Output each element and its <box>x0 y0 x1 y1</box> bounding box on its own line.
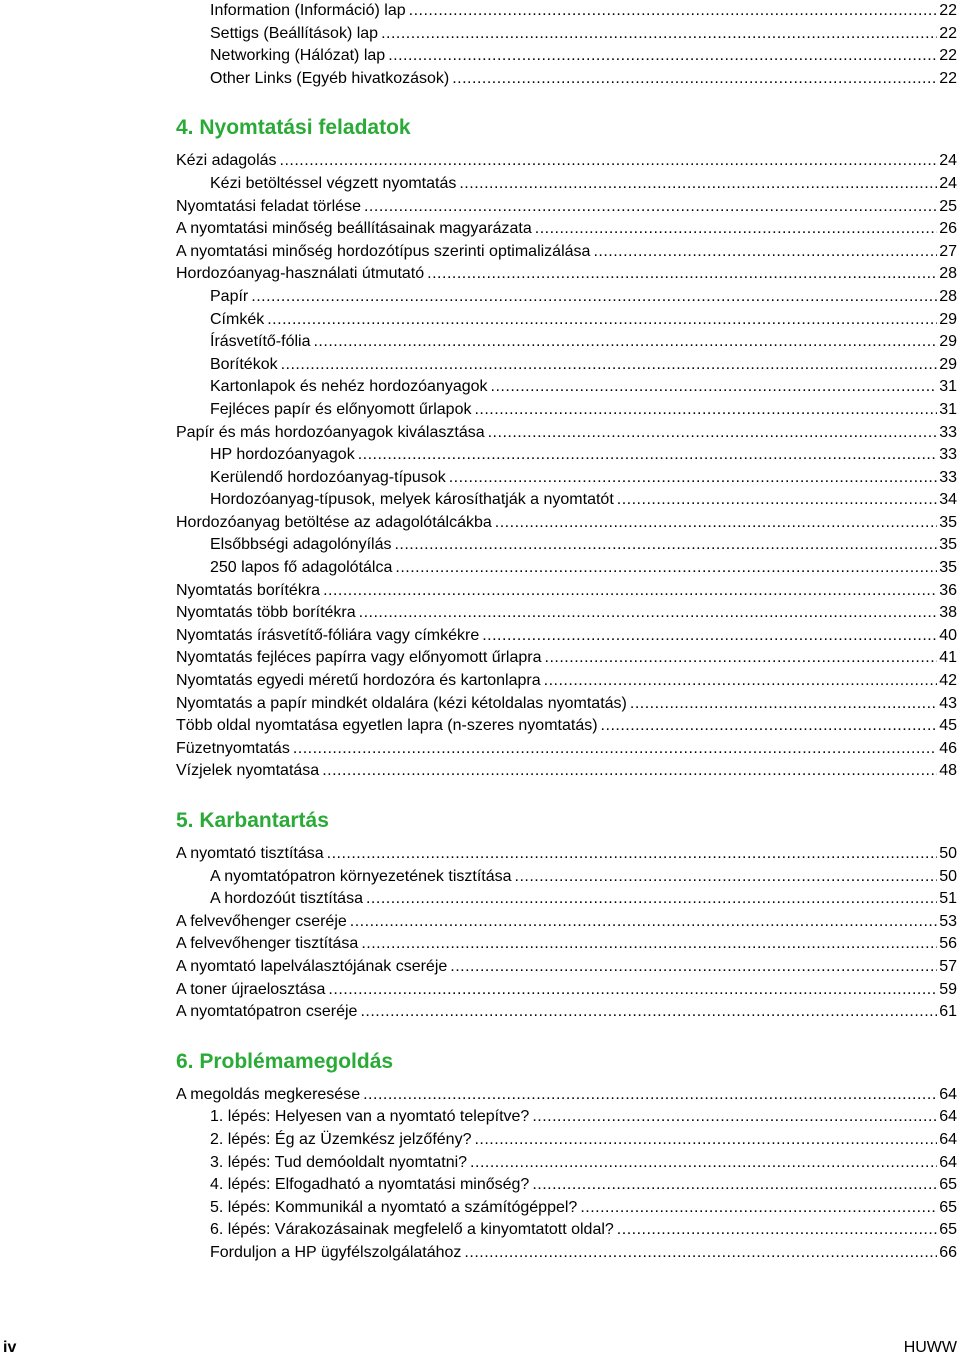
toc-entry-page: 45 <box>939 717 957 735</box>
toc-entry-title: Címkék <box>210 310 265 328</box>
toc-entry-page: 64 <box>939 1108 957 1126</box>
toc-entry-page: 35 <box>939 559 957 577</box>
toc-entry-title: Settigs (Beállítások) lap <box>210 24 379 42</box>
toc-entry-page: 26 <box>939 220 957 238</box>
toc-entry-page: 64 <box>939 1085 957 1103</box>
toc-entry-title: A nyomtatópatron környezetének tisztítása <box>210 867 512 885</box>
toc-entry-page: 66 <box>939 1243 957 1261</box>
toc-entry[interactable] <box>176 1242 957 1265</box>
dot-leader <box>593 241 937 264</box>
dot-leader <box>427 263 937 286</box>
toc-entry-title: Elsőbbségi adagolónyílás <box>210 536 392 554</box>
toc-entry-page: 48 <box>939 762 957 780</box>
toc-entry[interactable] <box>176 309 957 332</box>
toc-entry-title: A felvevőhenger cseréje <box>176 912 347 930</box>
toc-entry-title: A felvevőhenger tisztítása <box>176 935 359 953</box>
toc-entry-page: 41 <box>939 649 957 667</box>
toc-entry[interactable] <box>176 467 957 490</box>
toc-entry[interactable] <box>176 1197 957 1220</box>
toc-entry-page: 53 <box>939 912 957 930</box>
toc-entry-page: 34 <box>939 491 957 509</box>
toc-entry[interactable] <box>176 354 957 377</box>
toc-entry[interactable] <box>176 534 957 557</box>
toc-entry-title: Information (Információ) lap <box>210 2 406 19</box>
toc-entry-title: Other Links (Egyéb hivatkozások) <box>210 69 450 87</box>
toc-entry[interactable] <box>176 602 957 625</box>
dot-leader <box>630 693 937 716</box>
toc-entry-page: 56 <box>939 935 957 953</box>
toc-entry-page: 31 <box>939 378 957 396</box>
toc-entry[interactable] <box>176 376 957 399</box>
toc-entry-page: 24 <box>939 174 957 192</box>
toc-entry-title: Papír és más hordozóanyagok kiválasztása <box>176 423 485 441</box>
toc-entry[interactable] <box>176 738 957 761</box>
toc-entry-page: 61 <box>939 1003 957 1021</box>
toc-entry-title: Papír <box>210 287 249 305</box>
toc-entry-title: Nyomtatás a papír mindkét oldalára (kézi kétoldalas nyomtatás) <box>176 694 627 712</box>
toc-entry[interactable] <box>176 979 957 1002</box>
footer-page-number: iv <box>3 1339 17 1356</box>
toc-chapter <box>176 808 957 1024</box>
toc-entry[interactable] <box>176 1174 957 1197</box>
toc-entry-title: A nyomtató lapelválasztójának cseréje <box>176 957 448 975</box>
toc-entry[interactable] <box>176 150 957 173</box>
dot-leader <box>322 760 937 783</box>
dot-leader <box>381 23 937 46</box>
toc-entry-title: Kartonlapok és nehéz hordozóanyagok <box>210 378 488 396</box>
toc-entry-title: Networking (Hálózat) lap <box>210 47 386 65</box>
dot-leader <box>491 376 938 399</box>
toc-entry[interactable] <box>176 911 957 934</box>
dot-leader <box>450 956 937 979</box>
toc-entry-title: A hordozóút tisztítása <box>210 890 363 908</box>
toc-entry-title: Vízjelek nyomtatása <box>176 762 320 780</box>
toc-entry-title: Borítékok <box>210 355 278 373</box>
toc-entry-title: Hordozóanyag betöltése az adagolótálcákba <box>176 513 492 531</box>
toc-entry[interactable] <box>176 45 957 68</box>
dot-leader <box>545 647 938 670</box>
dot-leader <box>409 0 938 23</box>
toc-entry[interactable] <box>176 1084 957 1107</box>
dot-leader <box>474 399 937 422</box>
toc-entry-title: Fejléces papír és előnyomott űrlapok <box>210 400 472 418</box>
toc-entry[interactable] <box>176 1106 957 1129</box>
toc-entry[interactable] <box>176 557 957 580</box>
toc-entry-page: 31 <box>939 400 957 418</box>
toc-entry-page: 57 <box>939 957 957 975</box>
toc-entry-title: A nyomtatópatron cseréje <box>176 1003 358 1021</box>
dot-leader <box>464 1242 937 1265</box>
toc-entry-page: 33 <box>939 423 957 441</box>
chapter-heading[interactable]: 5. Karbantartás <box>176 809 329 832</box>
toc-entry[interactable] <box>176 866 957 889</box>
toc-entry-page: 42 <box>939 672 957 690</box>
toc-entry-page: 24 <box>939 152 957 170</box>
toc-entry-page: 40 <box>939 626 957 644</box>
toc-entry-title: 4. lépés: Elfogadható a nyomtatási minőség? <box>210 1176 530 1194</box>
dot-leader <box>470 1152 937 1175</box>
dot-leader <box>488 422 938 445</box>
toc-entry-page: 64 <box>939 1130 957 1148</box>
toc-entry-title: Nyomtatás fejléces papírra vagy előnyomott űrlapra <box>176 649 542 667</box>
toc-entry[interactable] <box>176 1152 957 1175</box>
toc-entry-title: A nyomtató tisztítása <box>176 845 324 862</box>
toc-entry-title: Füzetnyomtatás <box>176 739 290 757</box>
dot-leader <box>267 309 937 332</box>
toc-entry-page: 29 <box>939 310 957 328</box>
toc-entry[interactable] <box>176 422 957 445</box>
toc-entry[interactable] <box>176 670 957 693</box>
toc-entry-page: 43 <box>939 694 957 712</box>
dot-leader <box>293 738 937 761</box>
dot-leader <box>617 489 937 512</box>
dot-leader <box>313 331 937 354</box>
toc-entry-page: 22 <box>939 2 957 19</box>
dot-leader <box>532 1106 937 1129</box>
dot-leader <box>601 715 938 738</box>
dot-leader <box>358 444 938 467</box>
toc-entry-title: Kézi betöltéssel végzett nyomtatás <box>210 174 457 192</box>
toc-entry[interactable] <box>176 1219 957 1242</box>
toc-entry[interactable] <box>176 0 957 23</box>
toc-entry-page: 65 <box>939 1176 957 1194</box>
toc-entry-title: Több oldal nyomtatása egyetlen lapra (n-szeres nyomtatás) <box>176 717 598 735</box>
toc-entry-title: A megoldás megkeresése <box>176 1085 361 1103</box>
toc-entry-page: 25 <box>939 197 957 215</box>
toc-entry-page: 50 <box>939 867 957 885</box>
toc-entry-title: A nyomtatási minőség hordozótípus szerinti optimalizálása <box>176 242 591 260</box>
dot-leader <box>474 1129 937 1152</box>
toc-entry-page: 22 <box>939 24 957 42</box>
toc-entry-title: Írásvetítő-fólia <box>210 333 311 351</box>
toc-entry-page: 65 <box>939 1198 957 1216</box>
toc-entry-title: Nyomtatás borítékra <box>176 581 321 599</box>
toc-entry[interactable] <box>176 173 957 196</box>
dot-leader <box>580 1197 937 1220</box>
dot-leader <box>280 150 938 173</box>
dot-leader <box>328 979 937 1002</box>
toc-entry[interactable] <box>176 625 957 648</box>
toc-entry[interactable] <box>176 23 957 46</box>
toc-entry[interactable] <box>176 263 957 286</box>
chapter-heading[interactable]: 6. Problémamegoldás <box>176 1049 394 1073</box>
dot-leader <box>251 286 937 309</box>
dot-leader <box>395 557 937 580</box>
toc-entry-title: Nyomtatás több borítékra <box>176 604 356 622</box>
dot-leader <box>495 512 937 535</box>
dot-leader <box>544 670 938 693</box>
toc-entry-page: 28 <box>939 287 957 305</box>
toc-entry-page: 35 <box>939 536 957 554</box>
dot-leader <box>363 1084 937 1107</box>
toc-entry-page: 38 <box>939 604 957 622</box>
dot-leader <box>388 45 937 68</box>
toc-entry[interactable] <box>176 196 957 219</box>
dot-leader <box>366 888 937 911</box>
toc-entry-title: Kerülendő hordozóanyag-típusok <box>210 468 446 486</box>
dot-leader <box>364 196 937 219</box>
toc-entry-title: 1. lépés: Helyesen van a nyomtató telepítve? <box>210 1108 530 1126</box>
toc-entry[interactable] <box>176 1001 957 1024</box>
dot-leader <box>449 467 937 490</box>
dot-leader <box>535 218 937 241</box>
toc-entry-page: 28 <box>939 265 957 283</box>
toc-entry-title: Forduljon a HP ügyfélszolgálatához <box>210 1243 462 1261</box>
toc-chapter <box>176 1049 957 1265</box>
toc-entry-title: HP hordozóanyagok <box>210 446 355 464</box>
dot-leader <box>617 1219 937 1242</box>
dot-leader <box>394 534 937 557</box>
toc-entry[interactable] <box>176 1129 957 1152</box>
toc-entry[interactable] <box>176 693 957 716</box>
dot-leader <box>532 1174 937 1197</box>
toc-entry[interactable] <box>176 760 957 783</box>
dot-leader <box>361 933 937 956</box>
toc-entry-title: Nyomtatási feladat törlése <box>176 197 361 215</box>
toc-entry[interactable] <box>176 489 957 512</box>
toc-entry-page: 50 <box>939 845 957 862</box>
dot-leader <box>281 354 938 377</box>
toc-entry-page: 46 <box>939 739 957 757</box>
toc-entry-title: 5. lépés: Kommunikál a nyomtató a számítógéppel? <box>210 1198 578 1216</box>
toc-entry-title: A toner újraelosztása <box>176 980 326 998</box>
toc-entry-title: 2. lépés: Ég az Üzemkész jelzőfény? <box>210 1130 472 1148</box>
dot-leader <box>360 1001 937 1024</box>
toc-entry-page: 59 <box>939 980 957 998</box>
toc-entry[interactable] <box>176 715 957 738</box>
toc-entry-page: 22 <box>939 47 957 65</box>
toc-entry-title: 3. lépés: Tud demóoldalt nyomtatni? <box>210 1153 468 1171</box>
toc-entry[interactable] <box>176 843 957 866</box>
toc-entry[interactable] <box>176 933 957 956</box>
toc-entry[interactable] <box>176 68 957 91</box>
toc-entry-title: Hordozóanyag-használati útmutató <box>176 265 425 283</box>
toc-entry[interactable] <box>176 399 957 422</box>
toc-entry[interactable] <box>176 647 957 670</box>
dot-leader <box>323 580 937 603</box>
toc-entry[interactable] <box>176 580 957 603</box>
toc-entry-page: 22 <box>939 69 957 87</box>
toc-entry-page: 35 <box>939 513 957 531</box>
toc-entry[interactable] <box>176 286 957 309</box>
toc-entry-page: 27 <box>939 242 957 260</box>
toc-entry[interactable] <box>176 331 957 354</box>
toc-entry-title: Nyomtatás írásvetítő-fóliára vagy címkékre <box>176 626 480 644</box>
toc-chapter <box>176 115 957 783</box>
dot-leader <box>452 68 937 91</box>
toc-entry[interactable] <box>176 956 957 979</box>
toc-entry[interactable] <box>176 512 957 535</box>
toc-entry-page: 36 <box>939 581 957 599</box>
toc-entry-title: A nyomtatási minőség beállításainak magyarázata <box>176 220 532 238</box>
toc-entry-title: Kézi adagolás <box>176 152 277 170</box>
toc-entry-title: 250 lapos fő adagolótálca <box>210 559 393 577</box>
toc-entry-title: Hordozóanyag-típusok, melyek károsíthatják a nyomtatót <box>210 491 614 509</box>
toc-entry-page: 33 <box>939 446 957 464</box>
toc-entry-page: 51 <box>939 890 957 908</box>
table-of-contents <box>176 0 957 1265</box>
dot-leader <box>515 866 938 889</box>
toc-entry[interactable] <box>176 888 957 911</box>
chapter-heading[interactable]: 4. Nyomtatási feladatok <box>176 116 411 140</box>
toc-entry-page: 33 <box>939 468 957 486</box>
toc-entry-page: 65 <box>939 1221 957 1239</box>
dot-leader <box>482 625 937 648</box>
footer-brand: HUWW <box>903 1339 957 1356</box>
toc-entry-title: 6. lépés: Várakozásainak megfelelő a kinyomtatott oldal? <box>210 1221 614 1239</box>
dot-leader <box>359 602 938 625</box>
toc-entry-page: 29 <box>939 355 957 373</box>
toc-entry-page: 29 <box>939 333 957 351</box>
toc-entry-page: 64 <box>939 1153 957 1171</box>
dot-leader <box>459 173 937 196</box>
toc-entry[interactable] <box>176 444 957 467</box>
dot-leader <box>350 911 937 934</box>
toc-continued-entries <box>176 0 957 90</box>
toc-entry[interactable] <box>176 218 957 241</box>
dot-leader <box>327 843 938 866</box>
toc-entry-title: Nyomtatás egyedi méretű hordozóra és kartonlapra <box>176 672 541 690</box>
toc-entry[interactable] <box>176 241 957 264</box>
